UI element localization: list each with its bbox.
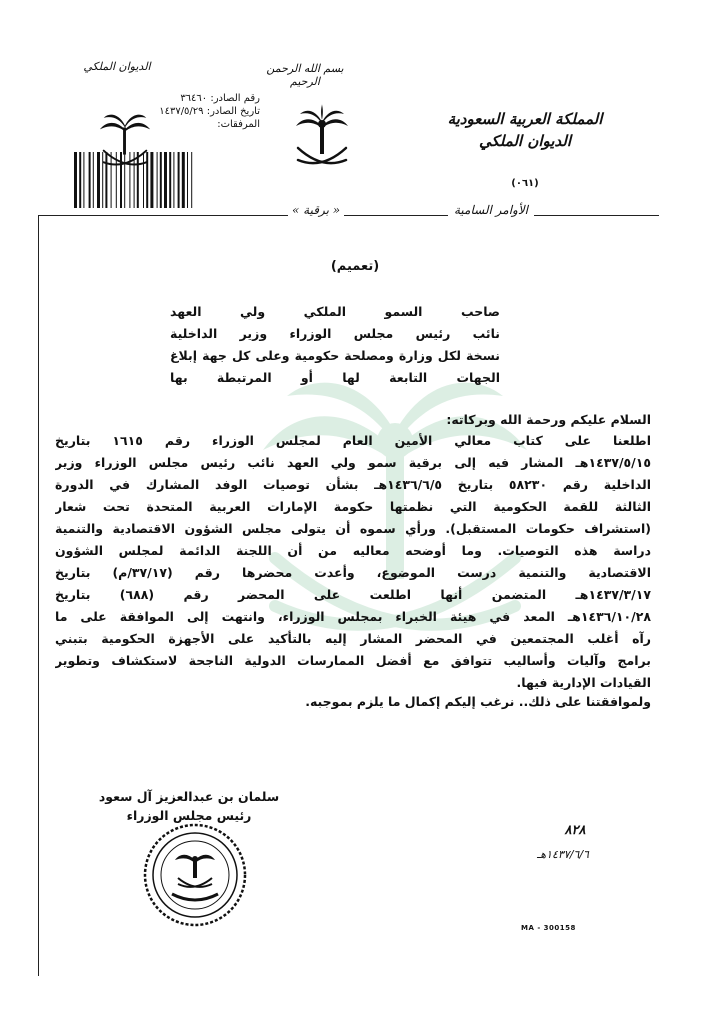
reference-number: رقم الصادر: ٣٦٤٦٠ <box>180 93 260 104</box>
barcode-bar <box>89 152 91 208</box>
barcode <box>70 150 220 210</box>
handwritten-date: ١٤٣٧/٦/٦هـ <box>537 848 589 861</box>
paragraph-line: برامج وآليات وأساليب تتوافق مع أفضل الممارسات الدولية الناجحة لاستكشاف وتطوير <box>55 653 651 668</box>
circular-title: (تعميم) <box>330 259 380 274</box>
paragraph-line: دراسة هذه التوصيات. وما أوضحه معاليه من أن اللجنة الدائمة لمجلس الشؤون <box>55 543 651 558</box>
barcode-bar <box>164 152 167 208</box>
barcode-bar <box>182 152 185 208</box>
barcode-bar <box>102 152 103 208</box>
closing-line: ولموافقتنا على ذلك.. نرغب إليكم إكمال ما يلزم بموجبه. <box>305 694 651 709</box>
barcode-bar <box>83 152 84 208</box>
palm-swords-emblem-icon <box>292 104 352 174</box>
barcode-bar <box>79 152 81 208</box>
barcode-bar <box>137 152 139 208</box>
barcode-bar <box>93 152 94 208</box>
footer-code: MA - 300158 <box>521 924 576 932</box>
barcode-bar <box>111 152 112 208</box>
royal-orders-label: الأوامر السامية <box>448 203 534 217</box>
barcode-bar <box>97 152 100 208</box>
paragraph-line: الثالثة للقمة الحكومية التي نظمتها حكومة الإمارات العربية المتحدة تحت شعار <box>55 499 651 514</box>
royal-court-name: الديوان الملكي <box>478 132 572 150</box>
barcode-bar <box>120 152 122 208</box>
addressee-line: نائب رئيس مجلس الوزراء وزير الداخلية <box>170 326 500 341</box>
barcode-bar <box>187 152 188 208</box>
basmala: بسم الله الرحمن الرحيم <box>266 62 344 88</box>
paragraph-line: ١٤٣٦/١٠/٢٨هـ المعد في هيئة الخبراء بمجلس الوزراء، وانتهت إلى الموافقة على ما <box>55 609 651 624</box>
paragraph-line: (استشراف حكومات المستقبل). ورأي سموه أن يتولى مجلس الشؤون الاقتصادية والتنمية <box>55 521 651 536</box>
barcode-bar <box>74 152 77 208</box>
barcode-bar <box>134 152 135 208</box>
paragraph-line: اطلعنا على كتاب معالي الأمين العام لمجلس الوزراء رقم ١٦١٥ بتاريخ <box>55 433 651 448</box>
reference-date: تاريخ الصادر: ١٤٣٧/٥/٢٩ <box>159 106 260 117</box>
barcode-bar <box>191 152 192 208</box>
addressee-line: صاحب السمو الملكي ولي العهد <box>170 304 500 319</box>
paragraph-line: القيادات الإدارية فيها. <box>516 675 651 690</box>
reference-block <box>60 92 260 131</box>
barcode-bar <box>129 152 130 208</box>
salutation: السلام عليكم ورحمة الله وبركاته: <box>446 412 651 427</box>
signer-title: رئيس مجلس الوزراء <box>126 808 252 823</box>
handwritten-number: ٨٢٨ <box>564 823 586 838</box>
body-paragraph <box>55 430 651 694</box>
barcode-bar <box>105 152 107 208</box>
document-code: (٠٦١) <box>511 178 539 189</box>
barcode-bar <box>178 152 180 208</box>
barcode-bar <box>169 152 171 208</box>
barcode-bar <box>160 152 162 208</box>
barcode-bar <box>143 152 144 208</box>
paragraph-line: ١٤٣٧/٣/١٧هـ المتضمن أنها اطلعت على المحضر رقم (٦٨٨) بتاريخ <box>55 587 651 602</box>
addressee-line: الجهات التابعة لها أو المرتبطة بها <box>170 370 500 385</box>
barcode-bar <box>150 152 153 208</box>
barcode-bar <box>146 152 148 208</box>
paragraph-line: رآه أغلب المجتمعين في المحضر المشار إليه بالتأكيد على الأجهزة الحكومية بتبني <box>55 631 651 646</box>
barcode-bar <box>173 152 174 208</box>
telegram-label: « برقية » <box>288 203 344 217</box>
addressee-line: نسخة لكل وزارة ومصلحة حكومية وعلى كل جهة إبلاغ <box>170 348 500 363</box>
kingdom-title <box>420 108 630 152</box>
barcode-bar <box>124 152 125 208</box>
barcode-bar <box>157 152 158 208</box>
signer-name: سلمان بن عبدالعزيز آل سعود <box>98 789 280 804</box>
paragraph-line: الاقتصادية والتنمية درست الموضوع، وأعدت محضرها رقم (٣٧/١٧/م) بتاريخ <box>55 565 651 580</box>
royal-court-logo-text: الديوان الملكي <box>83 60 151 73</box>
reference-attachments: المرفقات: <box>217 119 260 130</box>
paragraph-line: الداخلية رقم ٥٨٢٣٠ بتاريخ ١٤٣٦/٦/٥هـ بشأن توصيات الوفد المشارك في الدورة <box>55 477 651 492</box>
barcode-bar <box>116 152 117 208</box>
kingdom-name: المملكة العربية السعودية <box>447 110 603 128</box>
paragraph-line: ١٤٣٧/٥/١٥هـ المشار فيه إلى برقية سمو ولي العهد نائب رئيس مجلس الوزراء وزير <box>55 455 651 470</box>
royal-seal-icon <box>142 822 248 928</box>
